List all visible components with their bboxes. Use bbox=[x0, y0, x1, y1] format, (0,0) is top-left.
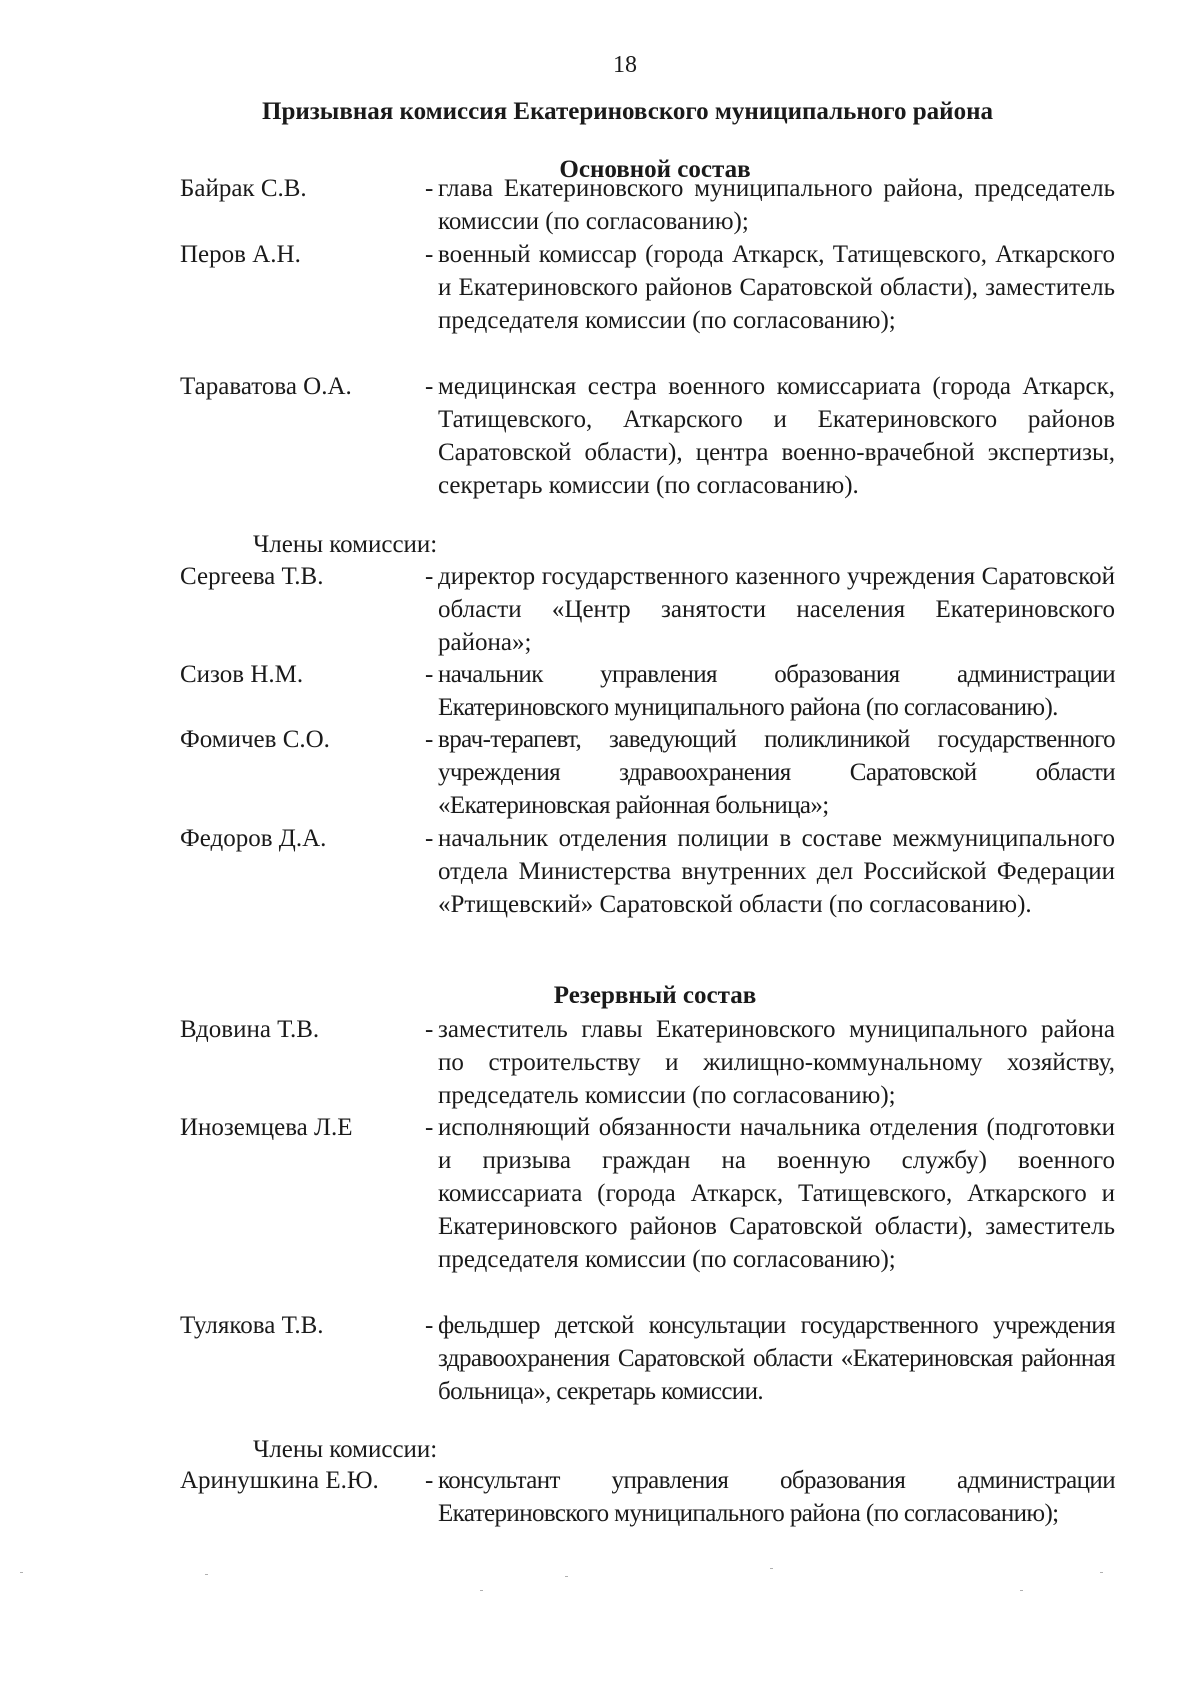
dash-separator: - bbox=[425, 175, 434, 202]
member-role: глава Екатериновского муниципального района, председатель комиссии (по согласованию); bbox=[438, 175, 1115, 235]
member-name: Байрак С.В. bbox=[180, 175, 307, 202]
dash-separator: - bbox=[425, 726, 434, 753]
member-name: Сергеева Т.В. bbox=[180, 563, 324, 590]
dash-separator: - bbox=[425, 661, 434, 688]
page-number: 18 bbox=[613, 52, 637, 78]
scan-artifacts bbox=[0, 1560, 1200, 1600]
dash-separator: - bbox=[425, 825, 434, 852]
member-role: консультант управления образования администрации Екатериновского муниципального района (по согласованию); bbox=[438, 1467, 1115, 1527]
reserve-section-heading: Резервный состав bbox=[553, 982, 757, 1009]
member-role: директор государственного казенного учреждения Саратовской области «Центр занятости населения Екатериновского района»; bbox=[438, 563, 1115, 656]
members-label: Члены комиссии: bbox=[253, 531, 438, 558]
member-name: Федоров Д.А. bbox=[180, 825, 327, 852]
dash-separator: - bbox=[425, 241, 434, 268]
members-label: Члены комиссии: bbox=[253, 1436, 438, 1463]
scan-speck bbox=[20, 1572, 23, 1573]
member-name: Перов А.Н. bbox=[180, 241, 301, 268]
scan-speck bbox=[1100, 1572, 1103, 1573]
scan-speck bbox=[565, 1576, 568, 1577]
dash-separator: - bbox=[425, 1467, 434, 1494]
dash-separator: - bbox=[425, 563, 434, 590]
member-name: Вдовина Т.В. bbox=[180, 1016, 320, 1043]
member-name: Иноземцева Л.Е bbox=[180, 1114, 353, 1141]
member-name: Тараватова О.А. bbox=[180, 373, 352, 400]
member-role: врач-терапевт, заведующий поликлиникой государственного учреждения здравоохранения Саратовской области «Екатериновская районная больница»; bbox=[438, 726, 1115, 819]
main-section-heading: Основной состав bbox=[559, 156, 751, 183]
scan-speck bbox=[480, 1590, 483, 1591]
member-role: начальник отделения полиции в составе межмуниципального отдела Министерства внутренних дел Российской Федерации «Ртищевский» Саратовской области (по согласованию). bbox=[438, 825, 1115, 918]
dash-separator: - bbox=[425, 1114, 434, 1141]
member-role: начальник управления образования администрации Екатериновского муниципального района (по согласованию). bbox=[438, 661, 1115, 721]
dash-separator: - bbox=[425, 1016, 434, 1043]
member-name: Сизов Н.М. bbox=[180, 661, 304, 688]
member-role: исполняющий обязанности начальника отделения (подготовки и призыва граждан на военную службу) военного комиссариата (города Аткарск, Татищевского, Аткарского и Екатериновского районов Саратовской области), заместитель председателя комиссии (по согласованию); bbox=[438, 1114, 1115, 1273]
member-name: Тулякова Т.В. bbox=[180, 1312, 324, 1339]
member-role: заместитель главы Екатериновского муниципального района по строительству и жилищно-коммунальному хозяйству, председатель комиссии (по согласованию); bbox=[438, 1016, 1115, 1109]
member-name: Фомичев С.О. bbox=[180, 726, 330, 753]
scan-speck bbox=[1020, 1590, 1023, 1591]
member-name: Аринушкина Е.Ю. bbox=[180, 1467, 379, 1494]
document-title: Призывная комиссия Екатериновского муниципального района bbox=[262, 98, 993, 125]
dash-separator: - bbox=[425, 373, 434, 400]
scan-speck bbox=[770, 1568, 773, 1569]
member-role: фельдшер детской консультации государственного учреждения здравоохранения Саратовской области «Екатериновская районная больница», секретарь комиссии. bbox=[438, 1312, 1115, 1405]
member-role: военный комиссар (города Аткарск, Татищевского, Аткарского и Екатериновского районов Саратовской области), заместитель председателя комиссии (по согласованию); bbox=[438, 241, 1115, 334]
dash-separator: - bbox=[425, 1312, 434, 1339]
member-role: медицинская сестра военного комиссариата (города Аткарск, Татищевского, Аткарского и Екатериновского районов Саратовской области), центра военно-врачебной экспертизы, секретарь комиссии (по согласованию). bbox=[438, 373, 1115, 499]
scan-speck bbox=[205, 1574, 208, 1575]
